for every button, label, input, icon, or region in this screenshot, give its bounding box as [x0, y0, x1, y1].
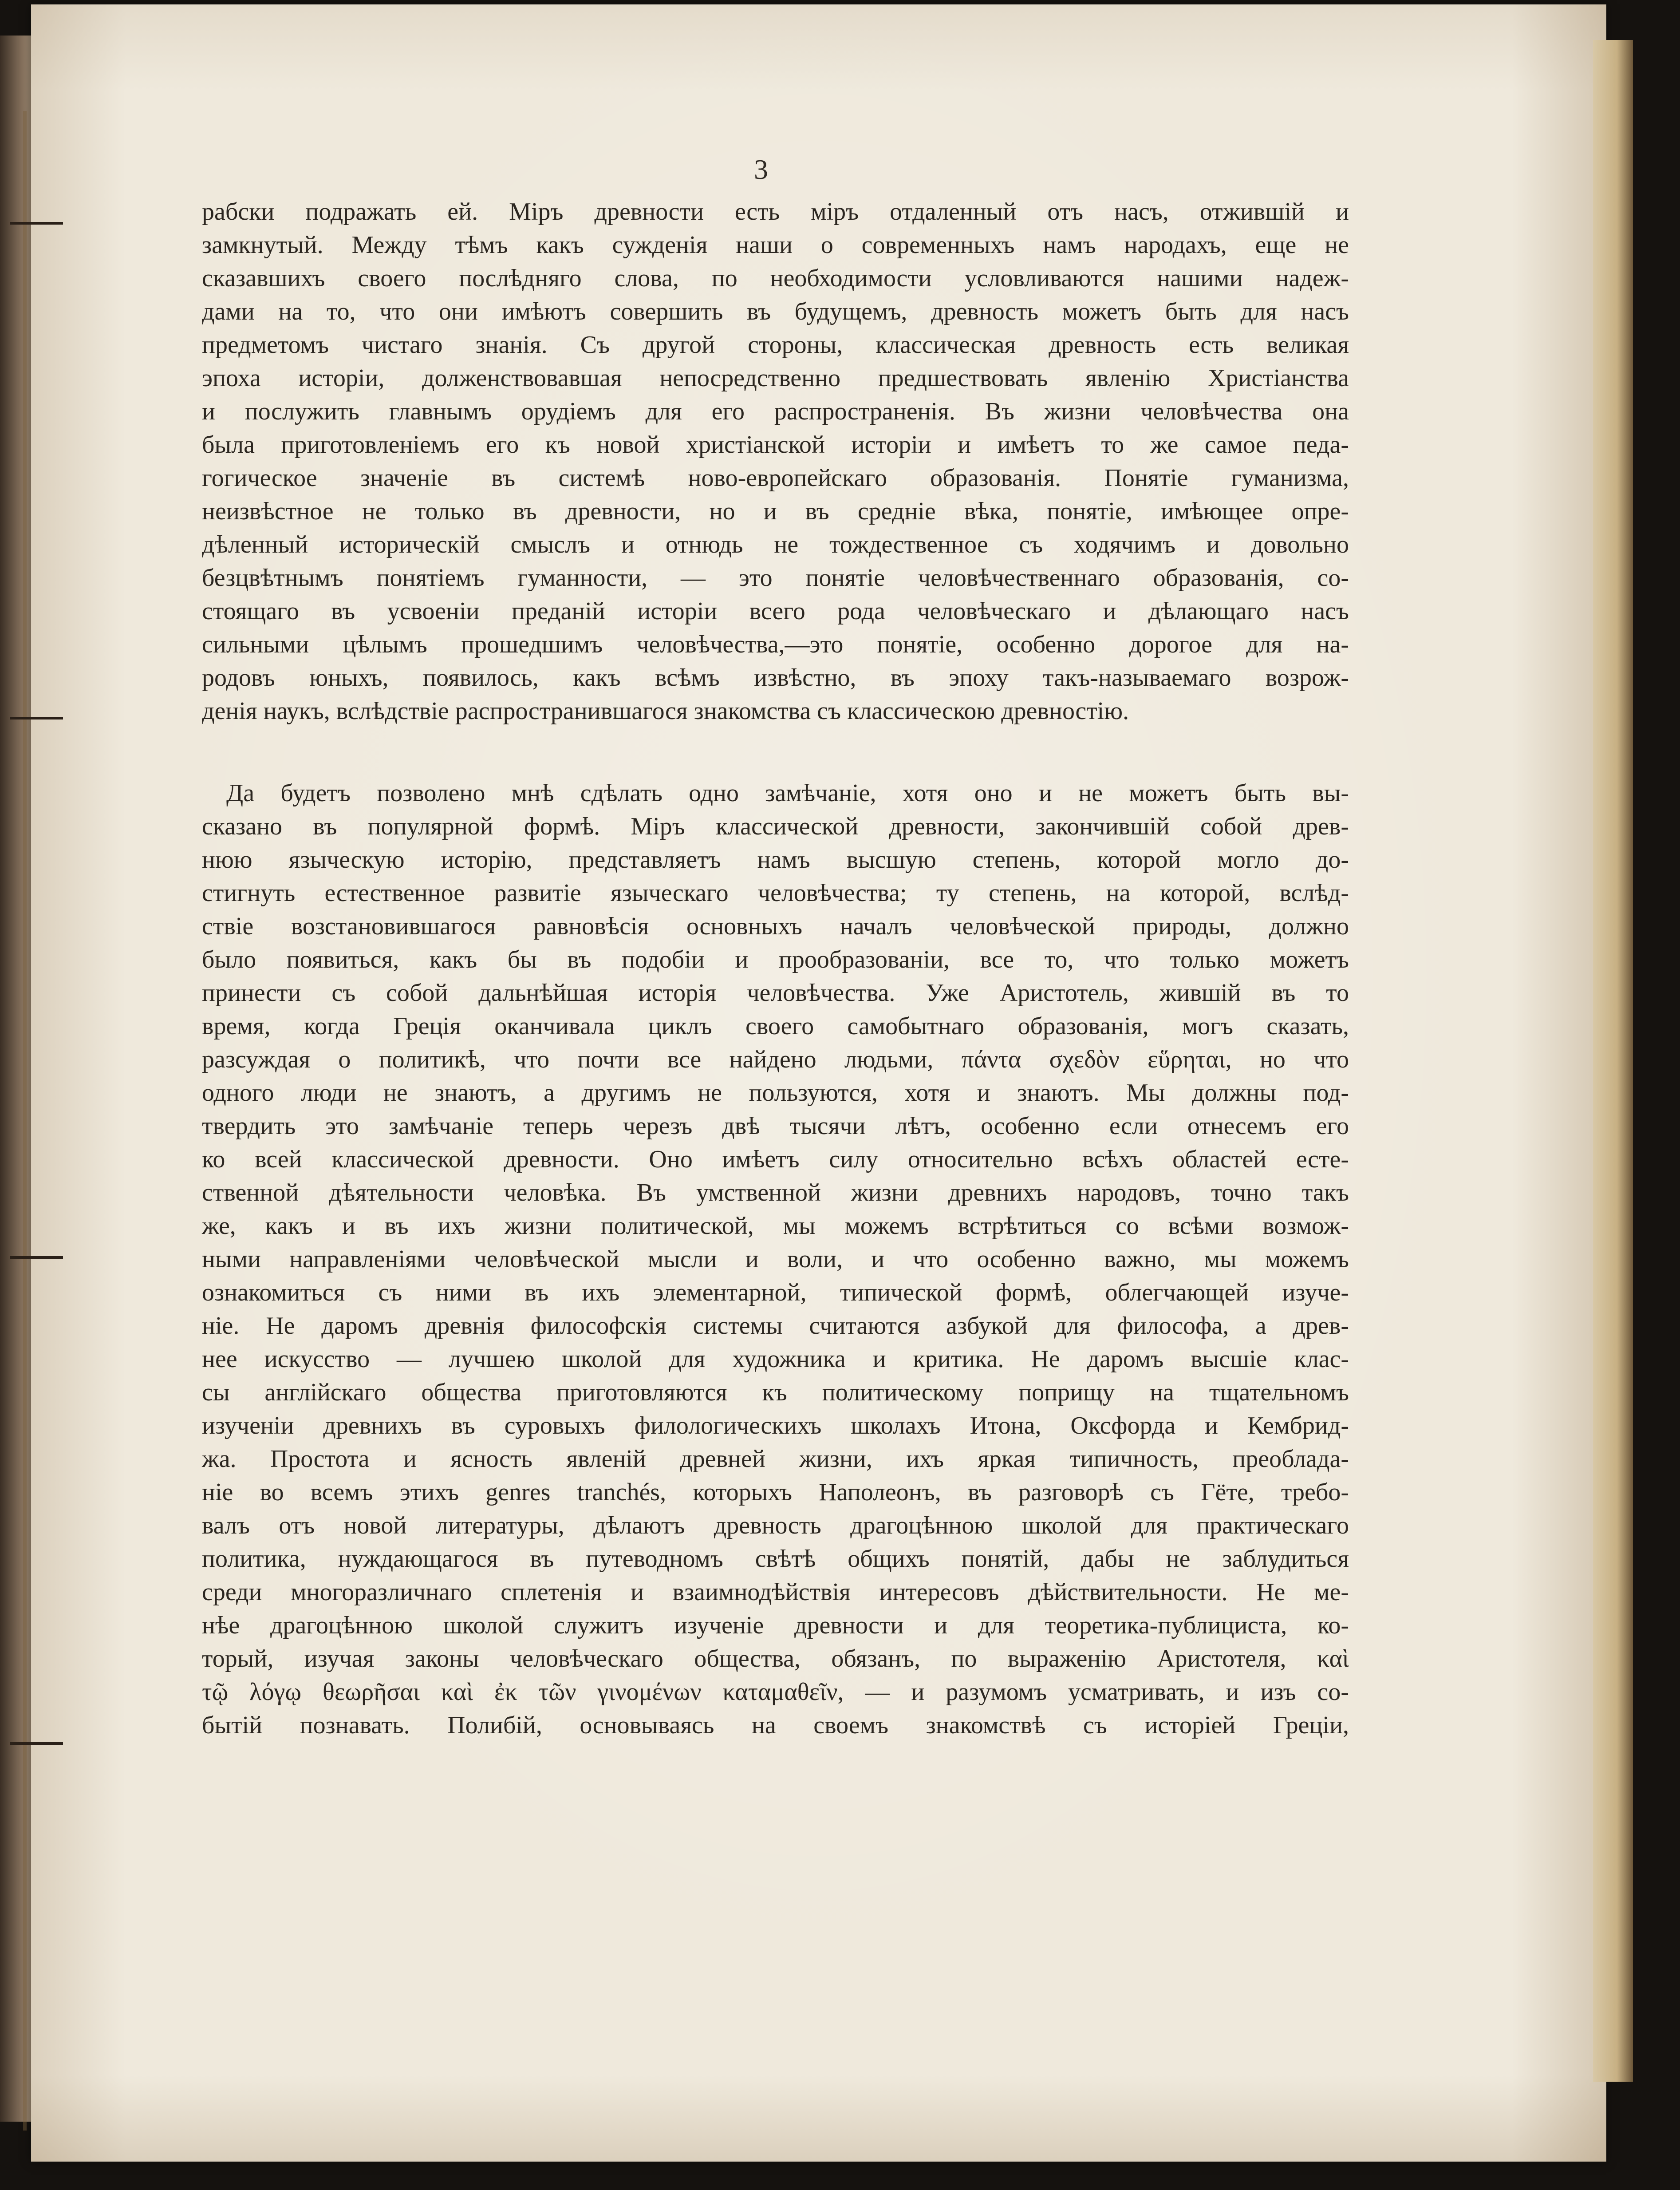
text-line: нюю языческую исторію, представляетъ намъ высшую степень, которой могло до- [202, 846, 1349, 874]
text-line: и послужить главнымъ орудіемъ для его распространенія. Въ жизни человѣчества она [202, 398, 1349, 425]
text-line: ственной дѣятельности человѣка. Въ умственной жизни древнихъ народовъ, точно такъ [202, 1179, 1349, 1206]
text-line: дами на то, что они имѣютъ совершить въ будущемъ, древность можетъ быть для насъ [202, 298, 1349, 325]
text-line: была приготовленіемъ его къ новой христіанской исторіи и имѣетъ то же самое педа- [202, 431, 1349, 459]
binding-stitch [10, 1256, 63, 1259]
paragraph-2 [202, 777, 1349, 1742]
text-line: твердить это замѣчаніе теперь черезъ двѣ тысячи лѣтъ, особенно если отнесемъ его [202, 1112, 1349, 1140]
text-line: ніе во всемъ этихъ genres tranchés, которыхъ Наполеонъ, въ разговорѣ съ Гёте, требо- [202, 1478, 1349, 1506]
page-number: 3 [754, 154, 768, 185]
text-line: безцвѣтнымъ понятіемъ гуманности, — это понятіе человѣчественнаго образованія, со- [202, 564, 1349, 592]
text-line: стигнуть естественное развитіе языческаго человѣчества; ту степень, на которой, вслѣд- [202, 879, 1349, 907]
text-line: эпоха исторіи, долженствовавшая непосредственно предшествовать явленію Христіанства [202, 364, 1349, 392]
text-line: время, когда Греція оканчивала циклъ своего самобытнаго образованія, могъ сказать, [202, 1012, 1349, 1040]
text-line: торый, изучая законы человѣческаго общества, обязанъ, по выраженію Аристотеля, καὶ [202, 1645, 1349, 1672]
paragraph-1 [202, 195, 1349, 728]
text-line: дѣленный историческій смыслъ и отнюдь не тождественное съ ходячимъ и довольно [202, 531, 1349, 558]
text-line: нѣе драгоцѣнною школой служитъ изученіе древности и для теоретика-публициста, ко- [202, 1612, 1349, 1639]
text-line: Да будетъ позволено мнѣ сдѣлать одно замѣчаніе, хотя оно и не можетъ быть вы- [226, 779, 1349, 807]
text-line: стоящаго въ усвоеніи преданій исторіи всего рода человѣческаго и дѣлающаго насъ [202, 597, 1349, 625]
text-line: родовъ юныхъ, появилось, какъ всѣмъ извѣстно, въ эпоху такъ-называемаго возрож- [202, 664, 1349, 692]
text-line: разсуждая о политикѣ, что почти все найдено людьми, πάντα σχεδὸν εὕρηται, но что [202, 1046, 1349, 1073]
text-line: замкнутый. Между тѣмъ какъ сужденія наши о современныхъ намъ народахъ, еще не [202, 231, 1349, 259]
binding-stitch [10, 1742, 63, 1745]
text-line: ствіе возстановившагося равновѣсія основныхъ началъ человѣческой природы, должно [202, 913, 1349, 940]
text-line: было появиться, какъ бы въ подобіи и прообразованіи, все то, что только можетъ [202, 946, 1349, 973]
text-line: τῷ λόγῳ θεωρῆσαι καὶ ἐκ τῶν γινομένων καταμαθεῖν, — и разумомъ усматривать, и изъ со- [202, 1678, 1349, 1706]
text-line: же, какъ и въ ихъ жизни политической, мы можемъ встрѣтиться со всѣми возмож- [202, 1212, 1349, 1240]
text-line: политика, нуждающагося въ путеводномъ свѣтѣ общихъ понятій, дабы не заблудиться [202, 1545, 1349, 1573]
page-right-edge [1593, 40, 1633, 2082]
text-line: жа. Простота и ясность явленій древней жизни, ихъ яркая типичность, преоблада- [202, 1445, 1349, 1473]
text-line: валъ отъ новой литературы, дѣлаютъ древность драгоцѣнною школой для практическаго [202, 1512, 1349, 1539]
text-line: бытій познавать. Полибій, основываясь на своемъ знакомствѣ съ исторіей Греціи, [202, 1712, 1349, 1739]
text-line: гогическое значеніе въ системѣ ново-европейскаго образованія. Понятіе гуманизма, [202, 464, 1349, 492]
text-line: ко всей классической древности. Оно имѣетъ силу относительно всѣхъ областей есте- [202, 1146, 1349, 1173]
text-line: ознакомиться съ ними въ ихъ элементарной, типической формѣ, облегчающей изуче- [202, 1279, 1349, 1306]
text-line: сказано въ популярной формѣ. Міръ классической древности, закончившій собой древ- [202, 813, 1349, 840]
text-line: сказавшихъ своего послѣдняго слова, по необходимости условливаются нашими надеж- [202, 265, 1349, 292]
binding-fold [23, 111, 27, 2131]
text-line: предметомъ чистаго знанія. Съ другой стороны, классическая древность есть великая [202, 331, 1349, 359]
body-text [202, 195, 1349, 1742]
text-line: сильными цѣлымъ прошедшимъ человѣчества,—это понятіе, особенно дорогое для на- [202, 631, 1349, 658]
text-line: ными направленіями человѣческой мысли и воли, и что особенно важно, мы можемъ [202, 1245, 1349, 1273]
text-line: принести съ собой дальнѣйшая исторія человѣчества. Уже Аристотель, жившій въ то [202, 979, 1349, 1007]
text-line: рабски подражать ей. Міръ древности есть міръ отдаленный отъ насъ, отжившій и [202, 198, 1349, 225]
text-line: нее искусство — лучшею школой для художника и критика. Не даромъ высшіе клас- [202, 1345, 1349, 1373]
text-line: среди многоразличнаго сплетенія и взаимнодѣйствія интересовъ дѣйствительности. Не ме- [202, 1578, 1349, 1606]
text-line: денія наукъ, вслѣдствіе распространившагося знакомства съ классическою древностію. [202, 697, 1129, 725]
binding-stitch [10, 222, 63, 225]
text-line: неизвѣстное не только въ древности, но и въ средніе вѣка, понятіе, имѣющее опре- [202, 498, 1349, 525]
text-line: изученіи древнихъ въ суровыхъ филологическихъ школахъ Итона, Оксфорда и Кембрид- [202, 1412, 1349, 1439]
binding-stitch [10, 717, 63, 719]
text-line: сы англійскаго общества приготовляются къ политическому поприщу на тщательномъ [202, 1379, 1349, 1406]
text-line: ніе. Не даромъ древнія философскія системы считаются азбукой для философа, а древ- [202, 1312, 1349, 1340]
text-line: одного люди не знаютъ, а другимъ не пользуются, хотя и знаютъ. Мы должны под- [202, 1079, 1349, 1107]
